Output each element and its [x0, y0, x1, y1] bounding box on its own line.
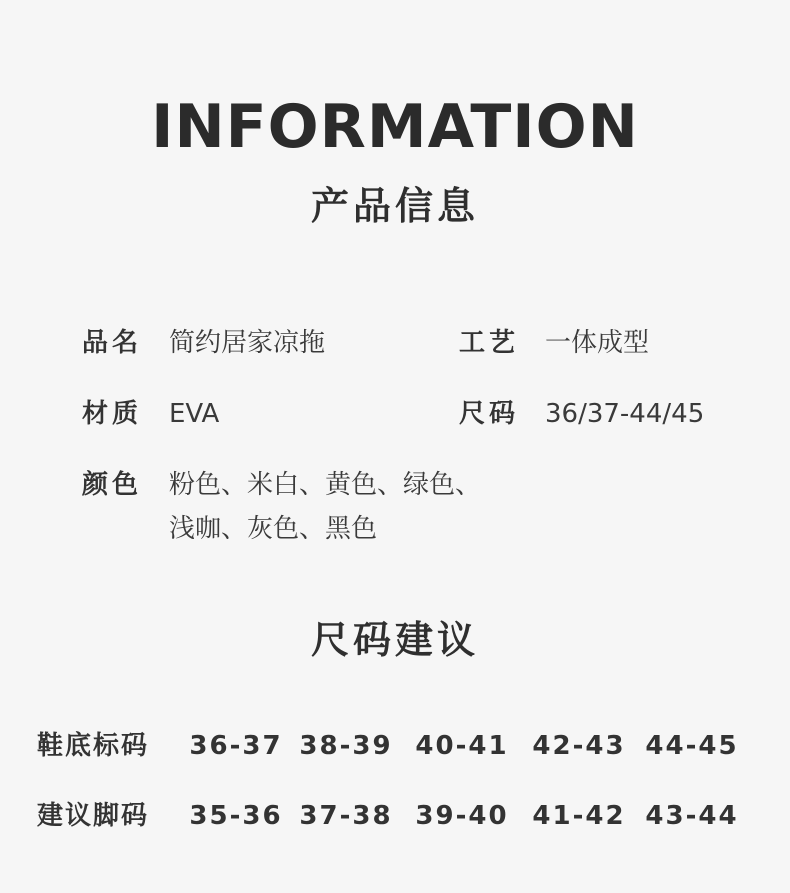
foot-size-cell: 37-38 [299, 801, 393, 831]
page-title-english: INFORMATION [151, 92, 639, 162]
color-value-line2: 浅咖、灰色、黑色 [169, 514, 378, 544]
color-value-line1: 粉色、米白、黄色、绿色、 [169, 470, 482, 500]
size-guide-title: 尺码建议 [310, 618, 479, 662]
color-label: 颜色 [82, 470, 143, 500]
foot-size-cell: 43-44 [645, 801, 739, 831]
name-label: 品名 [82, 328, 143, 358]
page-title-chinese: 产品信息 [310, 184, 479, 228]
sole-size-cell: 42-43 [532, 731, 626, 761]
name-value: 简约居家凉拖 [169, 328, 326, 358]
sole-size-cell: 36-37 [189, 731, 283, 761]
foot-size-cell: 39-40 [415, 801, 509, 831]
foot-size-cell: 35-36 [189, 801, 283, 831]
craft-value: 一体成型 [545, 328, 650, 358]
foot-size-cell: 41-42 [532, 801, 626, 831]
size-range-value: 36/37-44/45 [545, 399, 705, 429]
sole-size-cell: 40-41 [415, 731, 509, 761]
material-value: EVA [169, 399, 220, 429]
size-range-label: 尺码 [459, 399, 520, 429]
sole-size-label: 鞋底标码 [37, 731, 150, 761]
sole-size-cell: 38-39 [299, 731, 393, 761]
foot-size-label: 建议脚码 [37, 801, 150, 831]
sole-size-cell: 44-45 [645, 731, 739, 761]
material-label: 材质 [82, 399, 143, 429]
craft-label: 工艺 [459, 328, 520, 358]
